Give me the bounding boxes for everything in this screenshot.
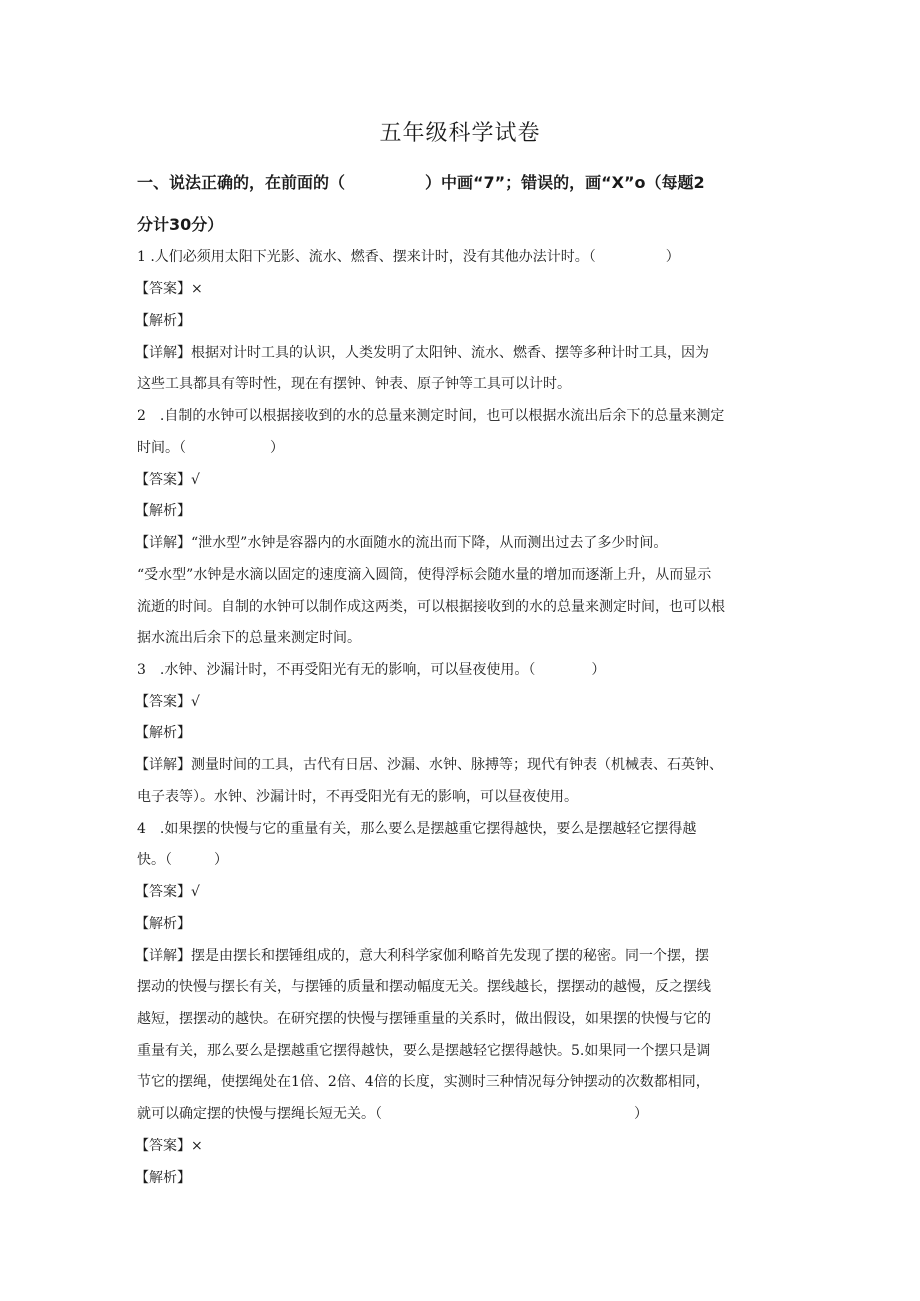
question-3-detail-line-2: 电子表等）。水钟、沙漏计时，不再受阳光有无的影响，可以昼夜使用。 (137, 789, 578, 805)
answer-label: 【答案】 (135, 694, 191, 710)
question-1-text: 1 .人们必须用太阳下光影、流水、燃香、摆来计时，没有其他办法计时。（ ） (137, 249, 680, 265)
answer-label: 【答案】 (135, 884, 191, 900)
question-1-detail-line-1 (135, 342, 709, 362)
question-2-analysis-label: 【解析】 (135, 503, 191, 519)
question-3-text: 3 .水钟、沙漏计时，不再受阳光有无的影响，可以昼夜使用。（ ） (137, 662, 606, 678)
answer-label: 【答案】 (135, 1138, 191, 1154)
page-title: 五年级科学试卷 (379, 121, 541, 146)
question-4-analysis-label: 【解析】 (135, 916, 191, 932)
question-5-answer (135, 1135, 203, 1155)
question-4-text-line-2: 快。（ ） (137, 852, 228, 868)
detail-label: 【详解】 (135, 345, 191, 361)
section-heading-line-2: 分计30分） (137, 215, 224, 234)
answer-value: √ (191, 884, 200, 900)
question-4-detail-line-6: 就可以确定摆的快慢与摆绳长短无关。（ ） (137, 1106, 648, 1122)
detail-text: 根据对计时工具的认识，人类发明了太阳钟、流水、燃香、摆等多种计时工具，因为 (191, 345, 709, 361)
answer-label: 【答案】 (135, 281, 191, 297)
question-2-text-line-2: 时间。（ ） (137, 440, 284, 456)
detail-label: 【详解】 (135, 535, 191, 551)
answer-value: × (191, 1138, 203, 1154)
question-2-text-line-1: 2 .自制的水钟可以根据接收到的水的总量来测定时间，也可以根据水流出后余下的总量来测定 (137, 408, 725, 424)
question-2-detail-line-2: “受水型”水钟是水滴以固定的速度滴入圆筒，使得浮标会随水量的增加而逐渐上升，从而显示 (137, 567, 712, 583)
question-1-answer (135, 278, 203, 298)
question-4-detail-line-4: 重量有关，那么要么是摆越重它摆得越快，要么是摆越轻它摆得越快。5.如果同一个摆只是调 (137, 1043, 711, 1059)
detail-text: “泄水型”水钟是容器内的水面随水的流出而下降，从而测出过去了多少时间。 (191, 535, 668, 551)
answer-value: √ (191, 694, 200, 710)
question-1-analysis-label: 【解析】 (135, 313, 191, 329)
question-3-answer (135, 691, 200, 711)
detail-label: 【详解】 (135, 948, 191, 964)
question-3-detail-line-1 (135, 754, 723, 774)
answer-value: √ (191, 472, 200, 488)
detail-label: 【详解】 (135, 757, 191, 773)
question-2-detail-line-1 (135, 532, 667, 552)
question-2-detail-line-4: 据水流出后余下的总量来测定时间。 (137, 630, 361, 646)
question-4-text-line-1: 4 .如果摆的快慢与它的重量有关，那么要么是摆越重它摆得越快，要么是摆越轻它摆得越 (137, 821, 697, 837)
detail-text: 测量时间的工具，古代有日居、沙漏、水钟、脉搏等；现代有钟表（机械表、石英钟、 (191, 757, 723, 773)
question-5-analysis-label: 【解析】 (135, 1170, 191, 1186)
question-4-detail-line-5: 节它的摆绳，使摆绳处在1倍、2倍、4倍的长度，实测时三种情况每分钟摆动的次数都相同， (137, 1074, 710, 1090)
question-4-detail-line-1 (135, 945, 709, 965)
question-1-detail-line-2: 这些工具都具有等时性，现在有摆钟、钟表、原子钟等工具可以计时。 (137, 376, 571, 392)
answer-label: 【答案】 (135, 472, 191, 488)
question-2-detail-line-3: 流逝的时间。自制的水钟可以制作成这两类，可以根据接收到的水的总量来测定时间，也可以根 (137, 599, 725, 615)
section-heading-line-1: 一、说法正确的，在前面的（ ）中画“7”；错误的，画“X”o（每题2 (137, 173, 705, 192)
answer-value: × (191, 281, 203, 297)
question-4-detail-line-3: 越短，摆摆动的越快。在研究摆的快慢与摆锤重量的关系时，做出假设，如果摆的快慢与它的 (137, 1011, 711, 1027)
question-4-answer (135, 881, 200, 901)
question-2-answer (135, 469, 200, 489)
question-4-detail-line-2: 摆动的快慢与摆长有关，与摆锤的质量和摆动幅度无关。摆线越长，摆摆动的越慢，反之摆线 (137, 979, 711, 995)
detail-text: 摆是由摆长和摆锤组成的，意大利科学家伽利略首先发现了摆的秘密。同一个摆，摆 (191, 948, 709, 964)
question-3-analysis-label: 【解析】 (135, 725, 191, 741)
